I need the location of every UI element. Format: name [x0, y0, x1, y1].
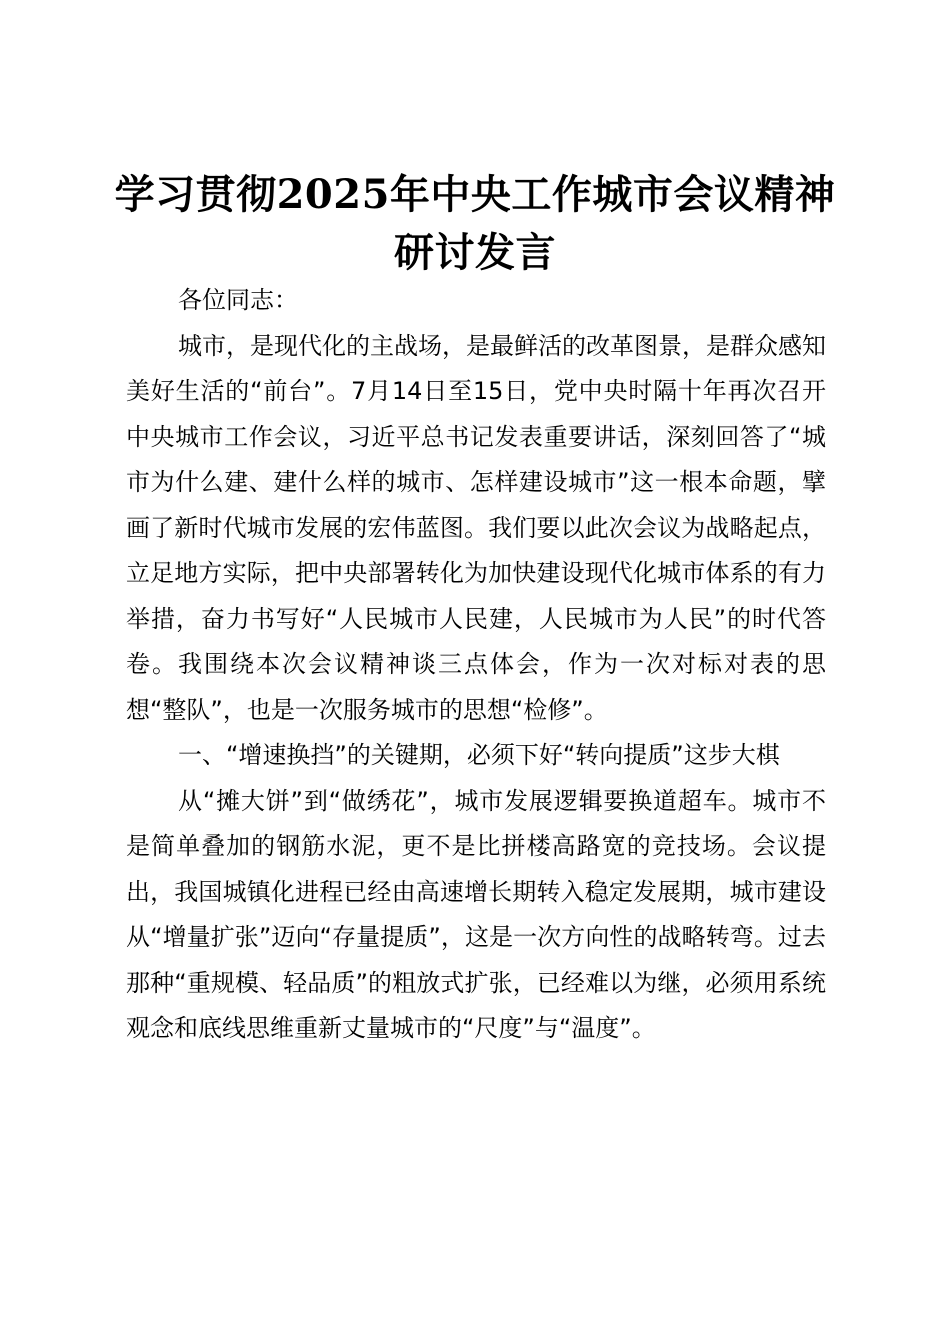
document-title: 学习贯彻2025年中央工作城市会议精神研讨发言 — [114, 171, 836, 276]
document-body — [126, 278, 826, 1052]
salutation: 各位同志： — [178, 286, 298, 314]
section-paragraph-1: 从“摊大饼”到“做绣花”，城市发展逻辑要换道超车。城市不是简单叠加的钢筋水泥，更不是比拼楼高路宽的竞技场。会议提出，我国城镇化进程已经由高速增长期转入稳定发展期，城市建设从“增量扩张”迈向“存量提质”，这是一次方向性的战略转弯。过去那种“重规模、轻品质”的粗放式扩张，已经难以为继，必须用系统观念和底线思维重新丈量城市的“尺度”与“温度”。 — [126, 786, 826, 1042]
intro-paragraph: 城市，是现代化的主战场，是最鲜活的改革图景，是群众感知美好生活的“前台”。7月14日至15日，党中央时隔十年再次召开中央城市工作会议，习近平总书记发表重要讲话，深刻回答了“城市为什么建、建什么样的城市、怎样建设城市”这一根本命题，擘画了新时代城市发展的宏伟蓝图。我们要以此次会议为战略起点，立足地方实际，把中央部署转化为加快建设现代化城市体系的有力举措，奋力书写好“人民城市人民建，人民城市为人民”的时代答卷。我围绕本次会议精神谈三点体会，作为一次对标对表的思想“整队”，也是一次服务城市的思想“检修”。 — [126, 331, 826, 724]
section-heading-1: 一、“增速换挡”的关键期，必须下好“转向提质”这步大棋 — [178, 741, 780, 769]
